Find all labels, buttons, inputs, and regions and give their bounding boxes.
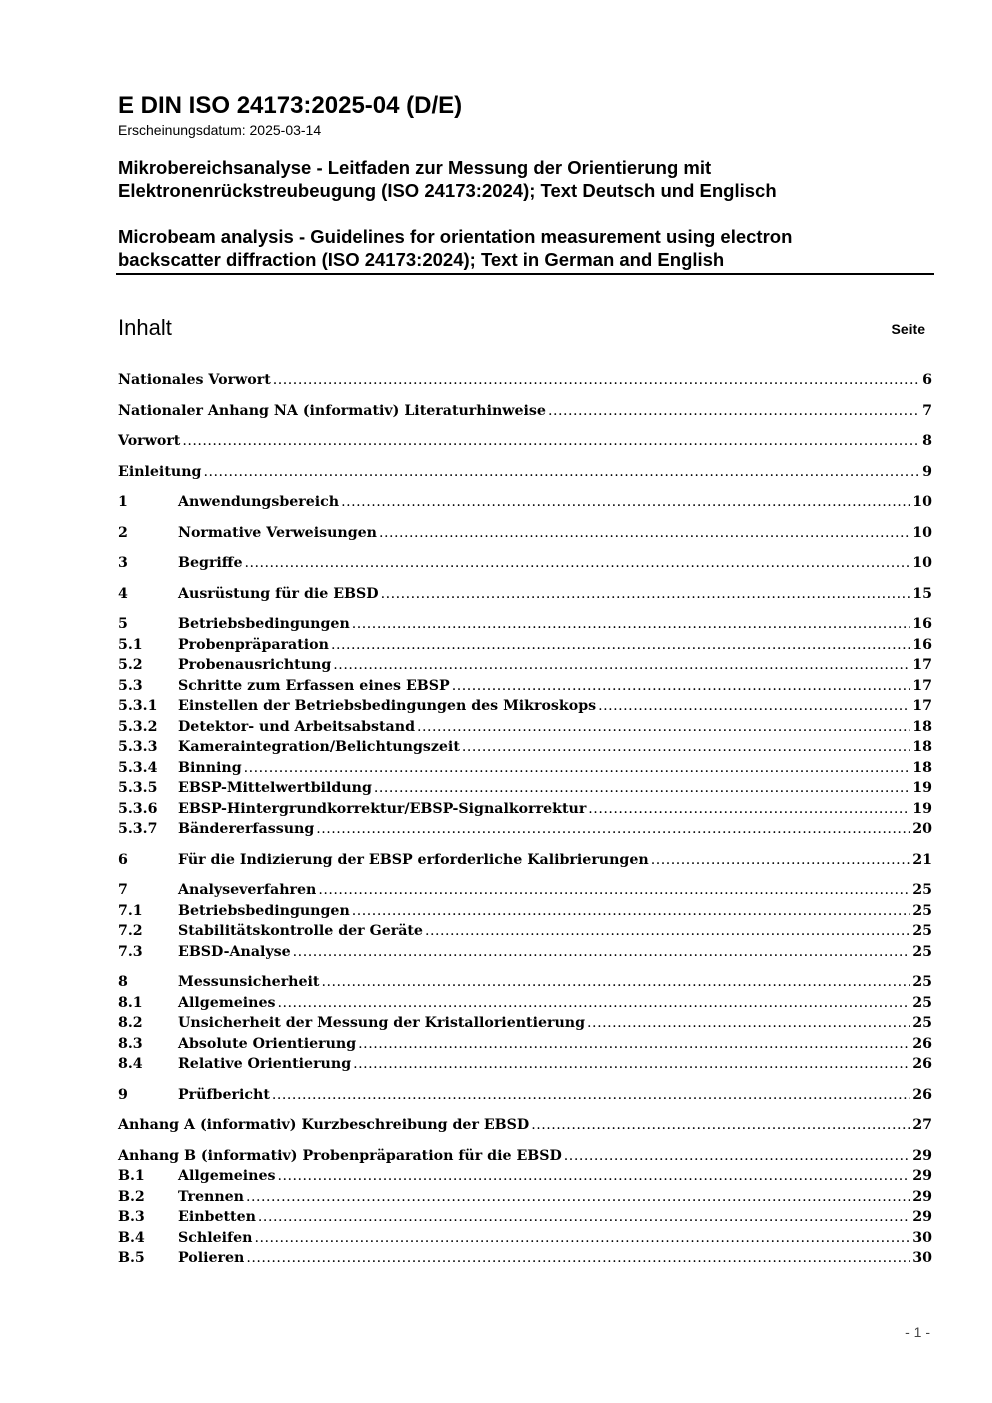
toc-dot-leader <box>425 921 910 942</box>
toc-entry-number: 5.3.4 <box>118 759 158 776</box>
toc-entry-page: 29 <box>912 1168 932 1184</box>
title-english-line2: backscatter diffraction (ISO 24173:2024); Text in German and English <box>118 249 725 270</box>
toc-entry[interactable] <box>118 696 932 717</box>
toc-dot-leader <box>258 1207 910 1228</box>
toc-entry-label: Schritte zum Erfassen eines EBSP <box>178 677 450 694</box>
toc-entry-page: 16 <box>912 616 932 632</box>
toc-dot-leader <box>182 431 920 452</box>
toc-entry[interactable] <box>118 737 932 758</box>
toc-entry-label: Prüfbericht <box>178 1086 270 1103</box>
toc-entry-page: 10 <box>912 494 932 510</box>
publication-date: Erscheinungsdatum: 2025-03-14 <box>118 122 322 138</box>
toc-entry-label: Vorwort <box>118 433 181 449</box>
toc-entry-label: Anhang B (informativ) Probenpräparation für die EBSD <box>118 1147 562 1164</box>
toc-entry[interactable] <box>118 635 932 656</box>
toc-entry-number: 1 <box>118 494 128 510</box>
toc-entry[interactable] <box>118 972 932 993</box>
toc-entry-number: 8.2 <box>118 1015 143 1031</box>
toc-dot-leader <box>358 1034 910 1055</box>
toc-entry-number: B.4 <box>118 1229 145 1246</box>
toc-entry[interactable] <box>118 799 932 820</box>
toc-entry-page: 17 <box>912 657 932 673</box>
toc-entry-number: 9 <box>118 1086 128 1103</box>
toc-entry-page: 19 <box>912 800 932 817</box>
toc-entry-page: 17 <box>912 698 932 714</box>
toc-dot-leader <box>598 696 910 717</box>
toc-entry-number: 3 <box>118 555 128 571</box>
toc-entry[interactable] <box>118 1085 932 1106</box>
toc-entry-page: 9 <box>922 463 932 480</box>
toc-entry[interactable] <box>118 1228 932 1249</box>
toc-dot-leader <box>273 370 920 391</box>
toc-entry-number: 5.3.1 <box>118 698 158 714</box>
toc-entry-page: 10 <box>912 524 932 541</box>
toc-entry[interactable] <box>118 819 932 840</box>
toc-entry-label: Polieren <box>178 1250 245 1266</box>
title-german-line1: Mikrobereichsanalyse - Leitfaden zur Messung der Orientierung mit <box>118 157 712 178</box>
toc-dot-leader <box>272 1085 910 1106</box>
toc-entry-page: 25 <box>912 1015 932 1031</box>
toc-entry-number: 4 <box>118 585 128 602</box>
document-header <box>118 92 938 271</box>
toc-entry-number: 5.3 <box>118 677 143 694</box>
toc-entry-label: Schleifen <box>178 1229 253 1246</box>
toc-entry-page: 26 <box>912 1056 932 1072</box>
toc-dot-leader <box>318 880 910 901</box>
toc-dot-leader <box>203 462 920 483</box>
toc-entry[interactable] <box>118 1013 932 1034</box>
toc-entry-label: Anhang A (informativ) Kurzbeschreibung der EBSD <box>118 1117 530 1133</box>
toc-entry[interactable] <box>118 1146 932 1167</box>
toc-entry-page: 29 <box>912 1209 932 1225</box>
toc-entry-page: 17 <box>912 677 932 694</box>
toc-dot-leader <box>278 993 911 1014</box>
toc-heading: Inhalt <box>118 315 172 340</box>
toc-entry-label: Binning <box>178 759 242 776</box>
toc-dot-leader <box>244 553 910 574</box>
toc-entry-page: 19 <box>912 780 932 796</box>
toc-entry-page: 29 <box>912 1188 932 1205</box>
toc-dot-leader <box>531 1115 910 1136</box>
toc-entry-number: 2 <box>118 524 128 541</box>
toc-entry-number: 7 <box>118 882 128 898</box>
toc-dot-leader <box>588 799 910 820</box>
toc-entry-label: Allgemeines <box>178 1168 276 1184</box>
toc-entry-number: 7.1 <box>118 902 143 919</box>
toc-entry-label: EBSP-Mittelwertbildung <box>178 780 372 796</box>
toc-dot-leader <box>278 1166 911 1187</box>
toc-entry-number: B.1 <box>118 1168 145 1184</box>
toc-entry-page: 18 <box>912 739 932 755</box>
toc-entry[interactable] <box>118 676 932 697</box>
toc-entry[interactable] <box>118 993 932 1014</box>
toc-entry-label: Probenpräparation <box>178 636 329 653</box>
toc-entry-label: Messunsicherheit <box>178 974 320 990</box>
header-divider <box>116 273 934 275</box>
toc-entry[interactable] <box>118 1207 932 1228</box>
toc-entry[interactable] <box>118 901 932 922</box>
toc-entry-label: Für die Indizierung der EBSP erforderliche Kalibrierungen <box>178 851 649 868</box>
toc-entry-number: 5.3.5 <box>118 780 158 796</box>
toc-entry-number: 8.4 <box>118 1056 143 1072</box>
toc-entry-label: Begriffe <box>178 555 243 571</box>
toc-entry-page: 30 <box>912 1229 932 1246</box>
toc-entry-number: B.2 <box>118 1188 145 1205</box>
toc-dot-leader <box>452 676 911 697</box>
toc-entry-label: Ausrüstung für die EBSD <box>178 585 379 602</box>
toc-entry-label: Einstellen der Betriebsbedingungen des Mikroskops <box>178 698 597 714</box>
toc-entry-label: Normative Verweisungen <box>178 524 377 541</box>
toc-entry-page: 26 <box>912 1035 932 1052</box>
toc-entry-label: Nationaler Anhang NA (informativ) Literaturhinweise <box>118 402 546 419</box>
toc-entry[interactable] <box>118 880 932 901</box>
toc-entry-number: 5.2 <box>118 657 143 673</box>
toc-entry-page: 16 <box>912 636 932 653</box>
toc-dot-leader <box>244 758 911 779</box>
title-german-line2: Elektronenrückstreubeugung (ISO 24173:2024); Text Deutsch und Englisch <box>118 180 777 201</box>
page-number: - 1 - <box>905 1324 930 1340</box>
toc-dot-leader <box>379 523 910 544</box>
toc-entry[interactable] <box>118 655 932 676</box>
toc-dot-leader <box>246 1248 910 1269</box>
toc-entry-page: 25 <box>912 923 932 939</box>
toc-entry[interactable] <box>118 1248 932 1269</box>
toc-entry[interactable] <box>118 553 932 574</box>
toc-dot-leader <box>352 614 910 635</box>
toc-entry-page: 30 <box>912 1250 932 1266</box>
toc-entry-label: Nationales Vorwort <box>118 372 271 388</box>
toc-entry[interactable] <box>118 921 932 942</box>
toc-entry-label: Betriebsbedingungen <box>178 616 350 632</box>
toc-entry-page: 25 <box>912 994 932 1011</box>
toc-entry-page: 25 <box>912 943 932 960</box>
toc-dot-leader <box>352 901 910 922</box>
toc-entry-number: 5.3.6 <box>118 800 158 817</box>
toc-entry-page: 26 <box>912 1086 932 1103</box>
table-of-contents <box>118 370 932 1269</box>
toc-entry-number: 7.2 <box>118 923 143 939</box>
toc-entry-label: Anwendungsbereich <box>178 494 340 510</box>
toc-entry[interactable] <box>118 1115 932 1136</box>
toc-entry-page: 6 <box>922 372 932 388</box>
toc-entry-number: 8 <box>118 974 128 990</box>
toc-entry-label: Unsicherheit der Messung der Kristallorientierung <box>178 1015 586 1031</box>
toc-entry-number: 8.3 <box>118 1035 143 1052</box>
toc-entry-page: 29 <box>912 1147 932 1164</box>
toc-entry-page: 18 <box>912 759 932 776</box>
toc-entry[interactable] <box>118 462 932 483</box>
toc-entry[interactable] <box>118 717 932 738</box>
toc-dot-leader <box>254 1228 910 1249</box>
toc-entry-number: B.5 <box>118 1250 145 1266</box>
toc-dot-leader <box>548 401 920 422</box>
toc-dot-leader <box>587 1013 910 1034</box>
toc-entry[interactable] <box>118 1187 932 1208</box>
title-english-line1: Microbeam analysis - Guidelines for orientation measurement using electron <box>118 226 793 247</box>
toc-entry-page: 7 <box>922 402 932 419</box>
document-id: E DIN ISO 24173:2025-04 (D/E) <box>118 92 463 119</box>
toc-entry-label: Detektor- und Arbeitsabstand <box>178 718 415 735</box>
toc-entry-label: Einbetten <box>178 1209 256 1225</box>
toc-entry-page: 21 <box>912 851 932 868</box>
toc-entry-number: 8.1 <box>118 994 143 1011</box>
toc-entry[interactable] <box>118 614 932 635</box>
toc-entry[interactable] <box>118 431 932 452</box>
toc-entry-page: 27 <box>912 1117 932 1133</box>
toc-entry-number: 5.3.7 <box>118 821 158 837</box>
toc-entry-number: 7.3 <box>118 943 143 960</box>
toc-dot-leader <box>316 819 910 840</box>
toc-entry-page: 8 <box>922 433 932 449</box>
toc-dot-leader <box>417 717 910 738</box>
toc-entry-label: Analyseverfahren <box>178 882 317 898</box>
toc-entry-number: 5 <box>118 616 128 632</box>
toc-page-column-label: Seite <box>891 321 925 337</box>
toc-entry-page: 18 <box>912 718 932 735</box>
toc-entry[interactable] <box>118 942 932 963</box>
toc-entry[interactable] <box>118 492 932 513</box>
toc-entry[interactable] <box>118 584 932 605</box>
toc-dot-leader <box>333 655 910 676</box>
toc-entry-label: Stabilitätskontrolle der Geräte <box>178 923 423 939</box>
toc-dot-leader <box>651 850 911 871</box>
toc-entry[interactable] <box>118 523 932 544</box>
toc-entry-number: 5.1 <box>118 636 143 653</box>
toc-entry-label: EBSP-Hintergrundkorrektur/EBSP-Signalkorrektur <box>178 800 587 817</box>
toc-dot-leader <box>246 1187 910 1208</box>
toc-entry-label: Einleitung <box>118 463 202 480</box>
toc-dot-leader <box>564 1146 910 1167</box>
toc-entry-label: Bändererfassung <box>178 821 315 837</box>
title-english <box>118 225 938 271</box>
toc-entry[interactable] <box>118 1166 932 1187</box>
toc-entry-page: 25 <box>912 902 932 919</box>
toc-entry-label: Betriebsbedingungen <box>178 902 350 919</box>
toc-dot-leader <box>353 1054 910 1075</box>
toc-entry-number: 5.3.2 <box>118 718 158 735</box>
toc-entry-page: 25 <box>912 882 932 898</box>
toc-entry[interactable] <box>118 778 932 799</box>
toc-entry-page: 25 <box>912 974 932 990</box>
toc-dot-leader <box>462 737 910 758</box>
toc-entry-label: Trennen <box>178 1188 244 1205</box>
toc-entry[interactable] <box>118 401 932 422</box>
toc-entry-number: 5.3.3 <box>118 739 158 755</box>
toc-entry[interactable] <box>118 1034 932 1055</box>
toc-entry-number: 6 <box>118 851 128 868</box>
toc-entry-label: Kameraintegration/Belichtungszeit <box>178 739 460 755</box>
toc-dot-leader <box>293 942 911 963</box>
toc-entry-label: EBSD-Analyse <box>178 943 291 960</box>
title-german <box>118 156 938 202</box>
toc-entry-label: Absolute Orientierung <box>178 1035 357 1052</box>
toc-dot-leader <box>374 778 910 799</box>
toc-entry[interactable] <box>118 1054 932 1075</box>
toc-entry-page: 15 <box>912 585 932 602</box>
toc-dot-leader <box>331 635 910 656</box>
toc-entry-label: Probenausrichtung <box>178 657 332 673</box>
toc-entry-label: Relative Orientierung <box>178 1056 352 1072</box>
toc-entry[interactable] <box>118 370 932 391</box>
toc-entry-number: B.3 <box>118 1209 145 1225</box>
toc-dot-leader <box>341 492 910 513</box>
toc-entry-page: 20 <box>912 821 932 837</box>
toc-entry-page: 10 <box>912 555 932 571</box>
toc-dot-leader <box>381 584 911 605</box>
toc-entry[interactable] <box>118 850 932 871</box>
toc-entry-label: Allgemeines <box>178 994 276 1011</box>
toc-dot-leader <box>321 972 910 993</box>
toc-entry[interactable] <box>118 758 932 779</box>
